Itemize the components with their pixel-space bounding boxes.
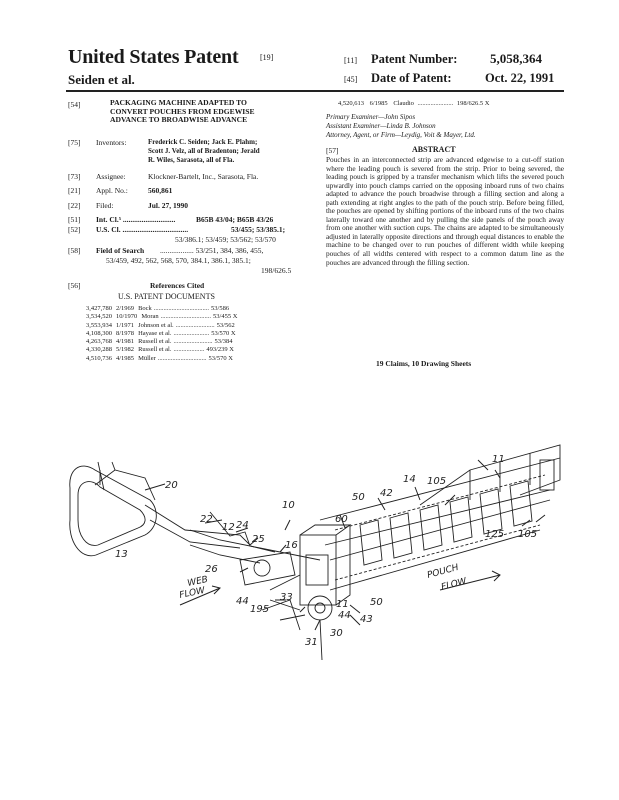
drive-shaft <box>270 600 322 660</box>
top-bracket <box>112 462 115 470</box>
field-line: 198/626.5 <box>261 266 292 275</box>
date-label: Date of Patent: <box>371 71 452 85</box>
title-code: [19] <box>260 53 274 62</box>
fig-label: 50 <box>352 492 365 503</box>
ref-class: 198/626.5 X <box>456 100 490 107</box>
fig-label: 10 <box>282 500 295 511</box>
ref-date: 8/1978 <box>116 329 135 337</box>
fig-label: 14 <box>403 474 416 485</box>
ref-number: 4,108,300 <box>86 329 112 337</box>
intcl-label: Int. Cl.⁵ ............................ <box>96 215 176 224</box>
fig-label: 25 <box>252 534 265 545</box>
fig-label: 195 <box>250 604 270 615</box>
fig-label: 20 <box>165 480 178 491</box>
pouch-shape <box>360 520 382 565</box>
ref-number: 3,427,780 <box>86 305 112 312</box>
abstract-code: [57] <box>326 146 339 155</box>
fig-label: 43 <box>360 614 373 625</box>
ref-dots: ...................... <box>417 100 454 107</box>
ref-name: Russell et al. <box>138 338 172 346</box>
ref-date: 2/1969 <box>116 305 135 312</box>
refs-title: References Cited <box>150 281 205 290</box>
pouch-shape <box>420 505 442 550</box>
abstract-text: Pouches in an interconnected strip are advanced edgewise to a cut-off station where the leading pouch is severed from the strip. Prior to being severed, the leading pouch is gripped by a transfer mechanism which lifts the severed pouch upwardly into pouch clamps carried on the opposing inboard runs of two chains adapted to advance the pouch broadwise through a filling section and along a path extending at right angles to the path of the pouch strip. Before being filled, the pouches are opened by shifting portions of the inboard runs of the two chains laterally toward one another and by pulling the side panels of the pouch away from one another with suction cups. The chains are adapted to be simultaneously adjusted in laterally opposite directions and through equal distances to enable the machine to be changed over to run pouches of different width while keeping pouches of all widths centered with respect to a common datum line as the pouches are advanced through the filling section. <box>326 155 564 267</box>
ref-class: 53/570 X <box>208 354 233 362</box>
ref-name: Claudio <box>393 100 414 107</box>
invention-title-line: PACKAGING MACHINE ADAPTED TO <box>110 98 247 107</box>
web-flow-word: FLOW <box>178 585 206 601</box>
fig-label: 42 <box>380 488 393 499</box>
ref-date: 5/1982 <box>116 346 135 354</box>
upper-frame <box>420 445 560 505</box>
patent-number-code: [11] <box>344 56 358 65</box>
uscl-line: 53/386.1; 53/459; 53/562; 53/570 <box>175 235 276 244</box>
intcl-value: B65B 43/04; B65B 43/26 <box>196 215 274 224</box>
filed-label: Filed: <box>96 201 114 210</box>
ref-number: 3,534,520 <box>86 313 112 321</box>
leader-line <box>522 515 545 526</box>
claims-sheets: 19 Claims, 10 Drawing Sheets <box>376 359 472 368</box>
fig-label: 44 <box>338 610 351 621</box>
fig-label: 16 <box>285 540 298 551</box>
fig-label: 12 <box>222 522 235 533</box>
leader-line <box>285 487 455 530</box>
fig-label: 105 <box>518 529 538 540</box>
pouch-flow-word: POUCH <box>426 562 460 581</box>
drive-hub <box>315 603 325 613</box>
inventors-line: Frederick C. Seiden; Jack E. Plahm; <box>148 138 258 146</box>
ref-dots: ........................ <box>173 338 213 346</box>
inventors-code: [75] <box>68 138 81 147</box>
inventors-line: R. Wiles, Sarasota, all of Fla. <box>148 156 235 164</box>
patent-number-label: Patent Number: <box>371 52 458 66</box>
ref-name: Johnson et al. <box>138 321 174 329</box>
fig-label: 11 <box>492 454 505 465</box>
pouch-shape <box>480 489 502 534</box>
pouch-shape <box>390 513 412 558</box>
ref-dots: ................... <box>173 346 205 354</box>
ref-class: 53/384 <box>214 338 233 346</box>
ref-dots: ...................... <box>173 329 210 337</box>
fig-label: 33 <box>280 592 293 603</box>
uscl-line: 53/455; 53/385.1; <box>231 225 286 234</box>
ref-date: 1/1971 <box>116 321 135 329</box>
assignee-value: Klockner-Bartelt, Inc., Sarasota, Fla. <box>148 172 259 181</box>
drive-wheel <box>308 596 332 620</box>
ref-class: 493/239 X <box>206 346 234 354</box>
pouch-flow-word: FLOW <box>440 576 468 593</box>
ref-class: 53/455 X <box>213 313 238 321</box>
fig-label: 26 <box>205 564 218 575</box>
fig-label: 50 <box>370 597 383 608</box>
ref-dots: ........................ <box>175 321 215 329</box>
refs-subtitle: U.S. PATENT DOCUMENTS <box>118 292 215 301</box>
filed-code: [22] <box>68 201 81 210</box>
fig-label: 125 <box>485 529 505 540</box>
invention-title-line: ADVANCE TO BROADWISE ADVANCE <box>110 115 248 125</box>
fig-label: 105 <box>427 476 447 487</box>
document-title: United States Patent <box>68 46 239 68</box>
assignee-code: [73] <box>68 172 81 181</box>
ref-class: 53/570 X <box>211 329 236 337</box>
ref-name: Russell et al. <box>138 346 172 354</box>
ref-name: Hayase et al. <box>138 329 172 337</box>
web-roll <box>70 466 157 556</box>
conveyor-top-rail <box>320 458 560 520</box>
fig-label: 60 <box>335 514 348 525</box>
uscl-label: U.S. Cl. ................................... <box>96 225 189 234</box>
appl-code: [21] <box>68 186 81 195</box>
field-label: Field of Search <box>96 246 145 255</box>
field-code: [58] <box>68 246 81 255</box>
ref-date: 10/1970 <box>116 313 138 321</box>
web-roll-inner <box>78 482 145 546</box>
inventors-line: Scott J. Velz, all of Bradenton; Jerald <box>148 147 260 155</box>
ref-name: Bock <box>138 305 152 312</box>
ref-dots: .................................. <box>153 305 210 312</box>
patent-number: 5,058,364 <box>490 51 542 66</box>
ref-number: 4,520,613 <box>338 100 364 107</box>
ref-dots: .............................. <box>157 354 207 362</box>
assistant-examiner: Assistant Examiner—Linda B. Johnson <box>326 122 436 130</box>
cutoff-wheel <box>254 560 270 576</box>
assignee-label: Assignee: <box>96 172 126 181</box>
inventors-label: Inventors: <box>96 138 127 147</box>
appl-label: Appl. No.: <box>96 186 128 195</box>
ref-number: 4,263,768 <box>86 338 112 346</box>
inventor-short: Seiden et al. <box>68 72 135 87</box>
date-code: [45] <box>344 75 358 84</box>
appl-value: 560,861 <box>148 186 173 195</box>
fig-label: 31 <box>305 637 318 648</box>
fig-label: 11 <box>336 599 349 610</box>
cutoff-station <box>240 552 295 585</box>
ref-date: 4/1985 <box>116 354 135 362</box>
ref-number: 3,553,934 <box>86 321 112 329</box>
ref-dots: ............................... <box>160 313 212 321</box>
pouch-shape <box>510 481 532 526</box>
uscl-code: [52] <box>68 225 81 234</box>
ref-class: 53/586 <box>211 305 230 312</box>
pouch-shape <box>450 497 472 542</box>
abstract-title: ABSTRACT <box>412 145 456 154</box>
web-flow-word: WEB <box>186 574 209 589</box>
filed-value: Jul. 27, 1990 <box>148 201 189 210</box>
intcl-code: [51] <box>68 215 81 224</box>
ref-number: 4,330,288 <box>86 346 112 354</box>
ref-date: 6/1985 <box>369 100 388 107</box>
fig-label: 22 <box>200 514 213 525</box>
ref-number: 4,510,736 <box>86 354 112 362</box>
ref-class: 53/562 <box>216 321 235 329</box>
field-line: 53/459, 492, 562, 568, 570, 384.1, 386.1, 385.1; <box>106 256 251 265</box>
ref-name: Moran <box>141 313 159 321</box>
patent-date: Oct. 22, 1991 <box>485 71 555 85</box>
end-block <box>540 460 554 490</box>
ref-date: 4/1981 <box>116 338 135 346</box>
attorney: Attorney, Agent, or Firm—Leydig, Voit & Mayer, Ltd. <box>326 131 476 139</box>
frame-block <box>300 535 336 605</box>
frame-detail <box>300 525 350 605</box>
invention-title-line: CONVERT POUCHES FROM EDGEWISE <box>110 106 255 116</box>
primary-examiner: Primary Examiner—John Sipos <box>326 113 416 121</box>
fig-label: 44 <box>236 596 249 607</box>
fig-label: 30 <box>330 628 343 639</box>
refs-code: [56] <box>68 281 81 290</box>
ref-name: Müller <box>138 354 156 362</box>
fig-label: 24 <box>236 520 249 531</box>
fig-label: 13 <box>115 549 128 560</box>
title-field-code: [54] <box>68 100 81 109</box>
field-line: .................. 53/251, 384, 386, 455, <box>160 246 264 255</box>
